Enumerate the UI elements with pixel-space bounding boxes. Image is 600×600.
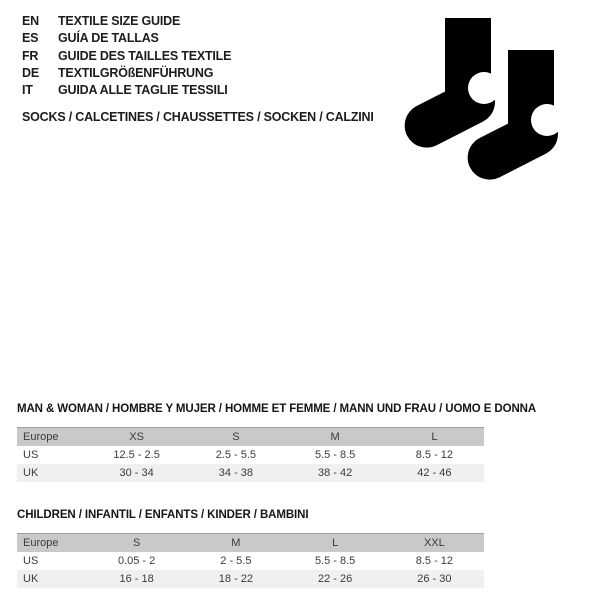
size-column-header: S [186,428,285,447]
size-table-children [17,508,484,588]
region-column-header: Europe [17,428,87,447]
language-label: GUIDE DES TAILLES TEXTILE [58,48,232,63]
socks-icon [390,10,600,190]
size-column-header: M [286,428,385,447]
region-label: UK [23,467,39,479]
size-value-cell: 8.5 - 12 [415,555,454,567]
size-value-cell: 8.5 - 12 [415,449,454,461]
size-table-header-row [17,534,484,553]
language-code: DE [22,65,39,80]
size-value-cell: 26 - 30 [417,573,452,585]
size-table-grid [17,533,484,588]
size-column-header: M [186,534,285,553]
region-label: UK [23,573,39,585]
size-value-cell: 12.5 - 2.5 [113,449,160,461]
region-column-header: Europe [17,534,87,553]
size-table-grid [17,427,484,482]
size-column-header: L [286,534,385,553]
language-row [22,48,231,65]
size-table-row [17,464,484,482]
size-value-cell: 5.5 - 8.5 [314,555,356,567]
size-table-header-row [17,428,484,447]
size-value-cell: 22 - 26 [318,573,353,585]
size-table-row [17,552,484,570]
size-column-header: L [385,428,484,447]
language-label: TEXTILE SIZE GUIDE [58,14,181,28]
size-column-header: S [87,534,186,553]
language-code: IT [22,83,33,98]
language-row [22,30,231,47]
size-table-title: CHILDREN / INFANTIL / ENFANTS / KINDER / BAMBINI [17,509,309,521]
size-value-cell: 2 - 5.5 [220,555,252,567]
language-code: FR [22,48,39,63]
size-table-row [17,570,484,588]
size-table-row [17,446,484,464]
size-value-cell: 18 - 22 [218,573,253,585]
size-table-man-woman [17,402,537,482]
size-table [17,508,484,588]
size-column-header: XXL [385,534,484,553]
language-label: GUÍA DE TALLAS [58,31,159,46]
language-row [22,13,231,30]
size-value-cell: 5.5 - 8.5 [314,449,356,461]
size-table [17,402,537,482]
language-code: EN [22,14,39,28]
language-list [22,13,231,99]
language-row [22,82,231,99]
size-value-cell: 34 - 38 [218,467,253,479]
size-value-cell: 16 - 18 [119,573,154,585]
size-column-header: XS [87,428,186,447]
size-value-cell: 42 - 46 [417,467,452,479]
region-label: US [23,449,39,461]
size-table-title: MAN & WOMAN / HOMBRE Y MUJER / HOMME ET FEMME / MANN UND FRAU / UOMO E DONNA [17,403,537,415]
language-label: GUIDA ALLE TAGLIE TESSILI [58,83,228,98]
size-value-cell: 30 - 34 [119,467,154,479]
size-value-cell: 2.5 - 5.5 [215,449,257,461]
language-row [22,65,231,82]
language-code: ES [22,31,39,46]
language-label: TEXTILGRÖßENFÜHRUNG [58,65,214,80]
region-label: US [23,555,39,567]
size-value-cell: 38 - 42 [318,467,353,479]
size-value-cell: 0.05 - 2 [117,555,156,567]
product-category-title: SOCKS / CALCETINES / CHAUSSETTES / SOCKEN / CALZINI [22,110,374,124]
